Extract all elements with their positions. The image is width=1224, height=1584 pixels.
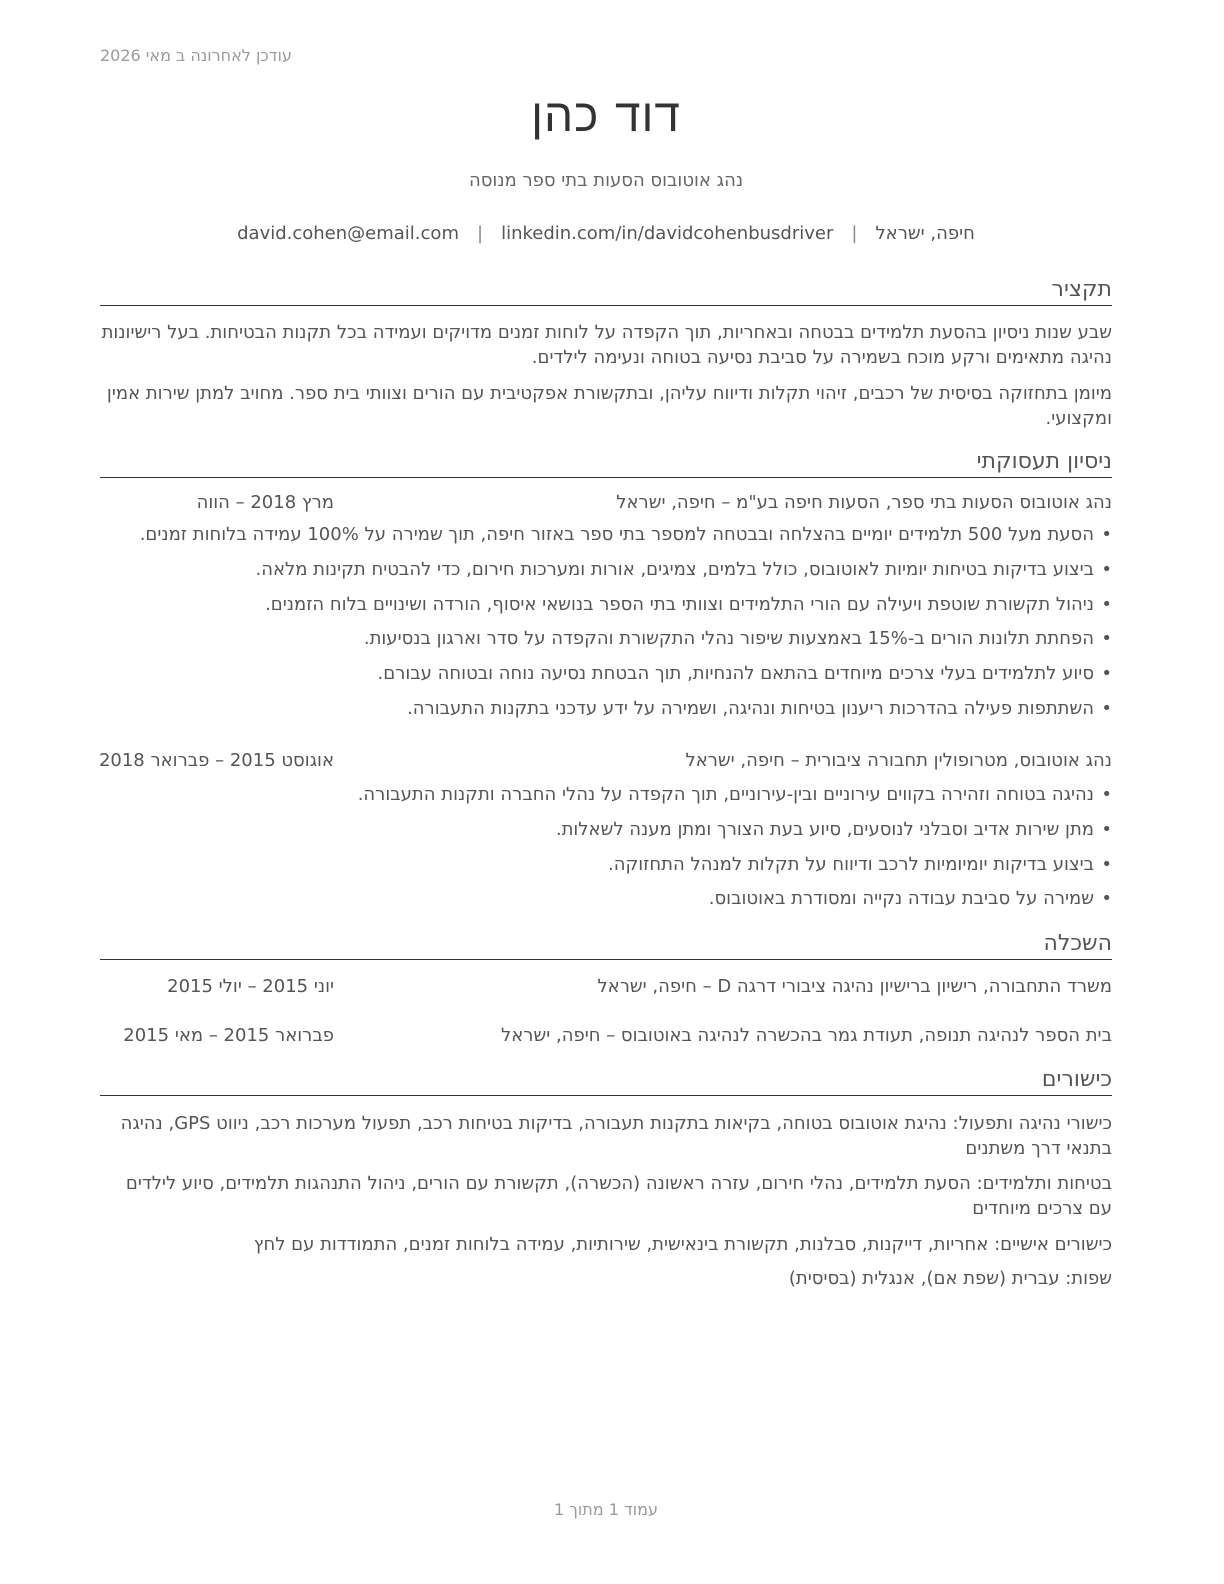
- list-item: [100, 592, 1112, 627]
- section-title-skills: כישורים: [100, 1066, 1112, 1096]
- contact-email[interactable]: david.cohen@email.com: [237, 223, 459, 244]
- summary-paragraph-2: מיומן בתחזוקה בסיסית של רכבים, זיהוי תקלות ודיווח עליהן, ובתקשורת אפקטיבית עם הורים וצוותי בית ספר. מחויב למתן שירות אמין ומקצועי.: [106, 383, 1112, 429]
- bullet-icon: •: [1101, 784, 1112, 805]
- bullet-text: ביצוע בדיקות יומיומיות לרכב ודיווח על תקלות למנהל התחזוקה.: [608, 853, 1094, 875]
- job-bullets: [100, 782, 1112, 921]
- section-title-experience: ניסיון תעסוקתי: [100, 448, 1112, 478]
- contact-linkedin[interactable]: linkedin.com/in/davidcohenbusdriver: [501, 223, 834, 244]
- skills-line: שפות: עברית (שפת אם), אנגלית (בסיסית): [788, 1268, 1112, 1289]
- skills-line: כישורים אישיים: אחריות, דייקנות, סבלנות, תקשורת בינאישית, שירותיות, עמידה בלוחות זמנים, התמודדות עם לחץ: [253, 1234, 1112, 1255]
- contact-separator: |: [476, 223, 484, 244]
- bullet-icon: •: [1101, 524, 1112, 545]
- bullet-icon: •: [1101, 888, 1112, 910]
- bullet-text: שמירה על סביבת עבודה נקייה ומסודרת באוטובוס.: [708, 888, 1094, 910]
- skills-line: בטיחות ותלמידים: הסעת תלמידים, נהלי חירום, עזרה ראשונה (הכשרה), תקשורת עם הורים, ניהול התנהגות תלמידים, סיוע לילדים עם צרכים מיוחדים: [125, 1173, 1112, 1219]
- job-title: נהג אוטובוס הסעות בתי ספר, הסעות חיפה בע"מ – חיפה, ישראל: [616, 492, 1112, 513]
- list-item: [100, 852, 1112, 887]
- page-number: עמוד 1 מתוך 1: [554, 1500, 658, 1519]
- list-item: [100, 661, 1112, 696]
- contact-separator: |: [851, 223, 858, 244]
- bullet-text: השתתפות פעילה בהדרכות ריענון בטיחות ונהיגה, ושמירה על ידע עדכני בתקנות התעבורה.: [407, 697, 1094, 719]
- education-dates: פברואר 2015 – מאי 2015: [123, 1025, 334, 1046]
- education-title: משרד התחבורה, רישיון ברישיון נהיגה ציבורי דרגה D – חיפה, ישראל: [597, 976, 1112, 997]
- candidate-subtitle: נהג אוטובוס הסעות בתי ספר מנוסה: [468, 170, 744, 191]
- job-bullets: [100, 522, 1112, 731]
- bullet-icon: •: [1101, 663, 1112, 685]
- list-item: [100, 817, 1112, 852]
- list-item: [100, 557, 1112, 592]
- list-item: [100, 696, 1112, 731]
- bullet-icon: •: [1101, 628, 1112, 650]
- bullet-icon: •: [1101, 558, 1112, 580]
- section-title-summary: תקציר: [100, 276, 1112, 306]
- bullet-icon: •: [1101, 697, 1112, 719]
- list-item: [100, 626, 1112, 661]
- section-title-education: השכלה: [100, 930, 1112, 960]
- bullet-text: נהיגה בטוחה וזהירה בקווים עירוניים ובין-עירוניים, תוך הקפדה על נהלי החברה ותקנות התעבורה.: [357, 784, 1094, 805]
- job-header: [100, 750, 1112, 776]
- list-item: [100, 782, 1112, 817]
- bullet-text: ניהול תקשורת שוטפת ויעילה עם הורי התלמידים וצוותי בתי הספר בנושאי איסוף, הורדה ושינויים בלוח הזמנים.: [265, 593, 1094, 615]
- education-title: בית הספר לנהיגה תנופה, תעודת גמר בהכשרה לנהיגה באוטובוס – חיפה, ישראל: [501, 1025, 1112, 1046]
- summary-paragraph-1: שבע שנות ניסיון בהסעת תלמידים בבטחה ובאחריות, תוך הקפדה על לוחות זמנים מדויקים ועמידה בכל תקנות הבטיחות. בעל רישיונות נהיגה מתאימים ורקע מוכח בשמירה על סביבת נסיעה בטוחה ונעימה לילדים.: [101, 322, 1112, 368]
- bullet-text: סיוע לתלמידים בעלי צרכים מיוחדים בהתאם להנחיות, תוך הבטחת נסיעה נוחה ובטוחה עבורם.: [377, 663, 1094, 685]
- bullet-text: ביצוע בדיקות בטיחות יומיות לאוטובוס, כולל בלמים, צמיגים, אורות ומערכות חירום, כדי להבטיח תקינות מלאה.: [255, 558, 1094, 580]
- bullet-text: הפחתת תלונות הורים ב-15% באמצעות שיפור נהלי התקשורת והקפדה על סדר וארגון בנסיעות.: [363, 628, 1094, 650]
- bullet-text: מתן שירות אדיב וסבלני לנוסעים, סיוע בעת הצורך ומתן מענה לשאלות.: [555, 818, 1094, 840]
- job-header: [100, 492, 1112, 518]
- education-item: [100, 976, 1112, 1002]
- education-item: [100, 1025, 1112, 1051]
- list-item: [100, 522, 1112, 557]
- bullet-text: הסעת מעל 500 תלמידים יומיים בהצלחה ובבטחה למספר בתי ספר באזור חיפה, תוך שמירה על 100% עמידה בלוחות זמנים.: [139, 524, 1094, 545]
- job-dates: אוגוסט 2015 – פברואר 2018: [98, 750, 334, 771]
- last-updated: עודכן לאחרונה ב מאי 2026: [100, 46, 292, 65]
- candidate-name: דוד כהן: [531, 88, 681, 142]
- contact-line: [100, 223, 1112, 244]
- education-dates: יוני 2015 – יולי 2015: [167, 976, 334, 997]
- bullet-icon: •: [1101, 818, 1112, 840]
- bullet-icon: •: [1101, 593, 1112, 615]
- skills-line: כישורי נהיגה ותפעול: נהיגת אוטובוס בטוחה, בקיאות בתקנות תעבורה, בדיקות בטיחות רכב, תפעול מערכות רכב, ניווט GPS, נהיגה בתנאי דרך משתנים: [120, 1113, 1112, 1159]
- contact-location: חיפה, ישראל: [875, 223, 975, 244]
- resume-page: [100, 0, 1112, 1584]
- list-item: [100, 886, 1112, 921]
- job-dates: מרץ 2018 – הווה: [196, 492, 334, 513]
- bullet-icon: •: [1101, 853, 1112, 875]
- job-title: נהג אוטובוס, מטרופולין תחבורה ציבורית – חיפה, ישראל: [685, 750, 1112, 771]
